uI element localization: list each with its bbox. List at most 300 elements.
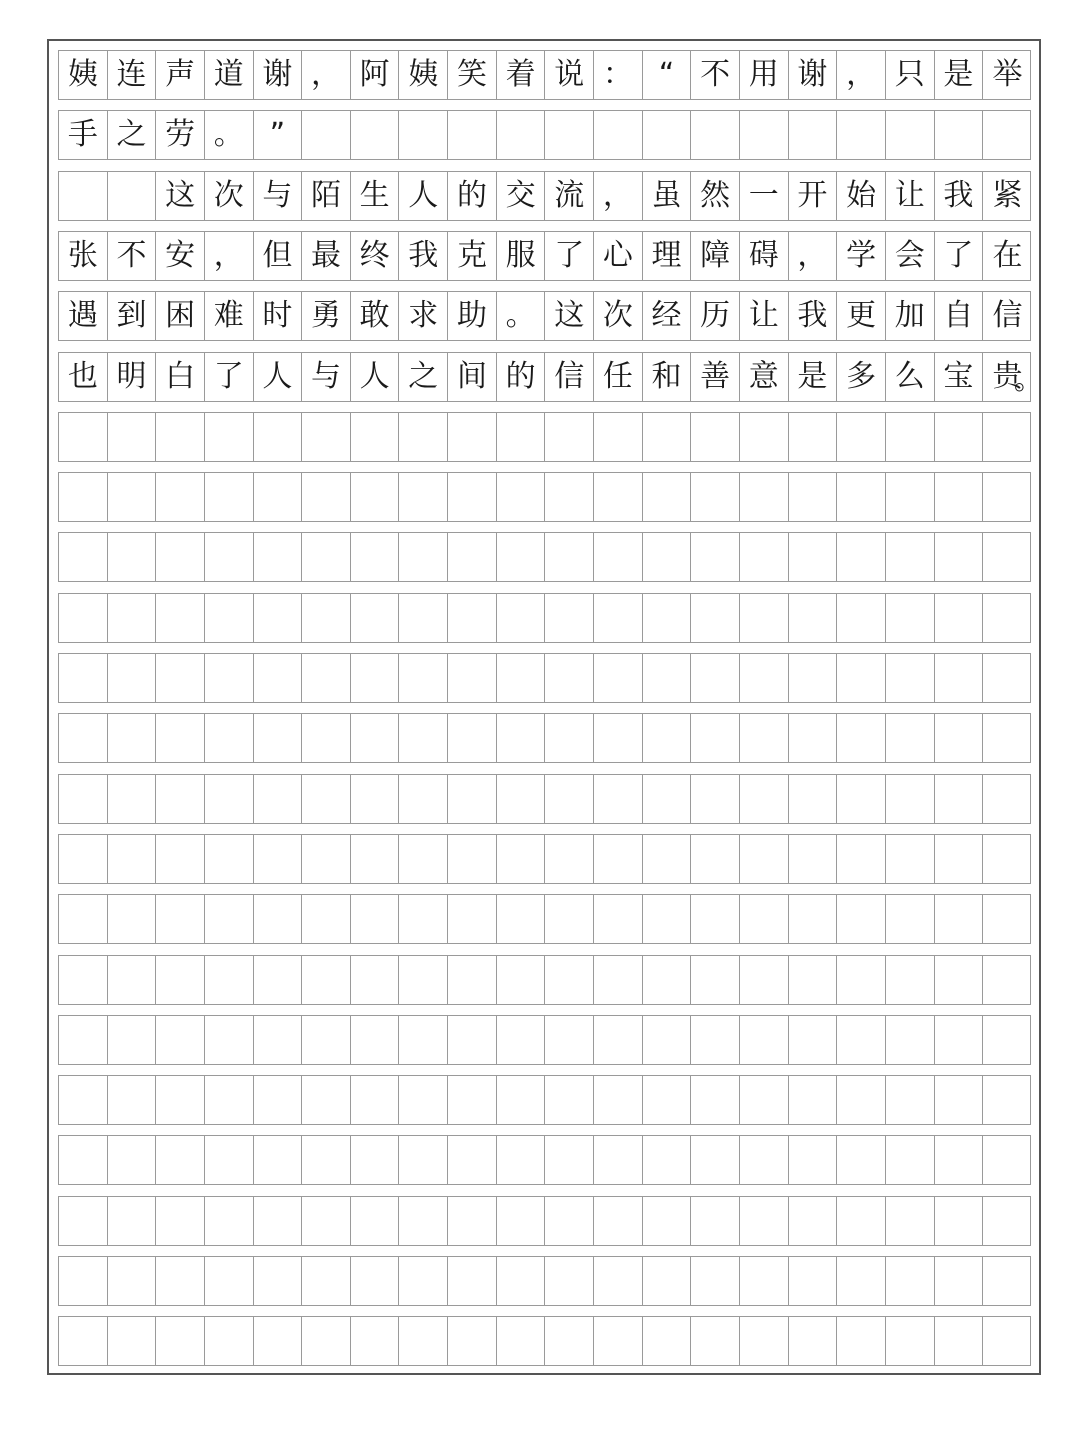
grid-cell [351, 111, 400, 159]
grid-row [58, 1075, 1031, 1125]
grid-cell [399, 1076, 448, 1124]
grid-row [58, 774, 1031, 824]
grid-cell [691, 956, 740, 1004]
grid-cell: 我 [399, 232, 448, 280]
grid-cell [108, 775, 157, 823]
grid-cell [545, 111, 594, 159]
grid-cell [108, 413, 157, 461]
grid-cell [448, 1016, 497, 1064]
grid-cell: 任 [594, 353, 643, 401]
grid-cell [886, 1136, 935, 1184]
grid-cell [983, 1136, 1032, 1184]
grid-cell: 阿 [351, 51, 400, 99]
grid-cell: 更 [837, 292, 886, 340]
grid-cell [886, 1076, 935, 1124]
grid-cell [205, 1016, 254, 1064]
grid-cell [886, 895, 935, 943]
grid-cell [594, 533, 643, 581]
grid-cell: 多 [837, 353, 886, 401]
grid-cell [935, 1136, 984, 1184]
grid-cell [205, 533, 254, 581]
grid-cell [594, 895, 643, 943]
grid-cell: 理 [643, 232, 692, 280]
grid-row [58, 1316, 1031, 1366]
grid-cell [497, 1136, 546, 1184]
grid-cell [594, 775, 643, 823]
grid-cell [302, 111, 351, 159]
grid-cell [59, 473, 108, 521]
grid-cell [886, 1257, 935, 1305]
grid-cell [935, 1317, 984, 1365]
grid-cell [399, 1257, 448, 1305]
grid-cell [302, 533, 351, 581]
grid-cell [740, 714, 789, 762]
grid-cell: 与 [254, 172, 303, 220]
grid-cell [254, 895, 303, 943]
grid-cell [545, 835, 594, 883]
grid-cell: 碍 [740, 232, 789, 280]
grid-cell [399, 594, 448, 642]
grid-cell [740, 956, 789, 1004]
grid-cell [789, 895, 838, 943]
grid-cell [108, 714, 157, 762]
grid-cell [983, 413, 1032, 461]
grid-cell [108, 594, 157, 642]
grid-cell [108, 172, 157, 220]
grid-cell [399, 654, 448, 702]
grid-cell [594, 654, 643, 702]
grid-cell: 与 [302, 353, 351, 401]
grid-cell [448, 473, 497, 521]
grid-cell [448, 594, 497, 642]
grid-row [58, 653, 1031, 703]
grid-cell [205, 594, 254, 642]
grid-cell [643, 835, 692, 883]
grid-row [58, 1256, 1031, 1306]
grid-cell [983, 654, 1032, 702]
grid-cell: 一 [740, 172, 789, 220]
grid-cell [254, 533, 303, 581]
grid-cell [740, 1016, 789, 1064]
grid-cell [497, 473, 546, 521]
grid-cell [156, 654, 205, 702]
grid-cell [545, 533, 594, 581]
grid-cell: 也 [59, 353, 108, 401]
grid-cell [205, 835, 254, 883]
grid-cell [594, 111, 643, 159]
grid-cell [302, 1197, 351, 1245]
grid-cell [740, 835, 789, 883]
grid-cell [983, 111, 1032, 159]
grid-cell: 劳 [156, 111, 205, 159]
grid-cell [448, 413, 497, 461]
grid-cell: 这 [156, 172, 205, 220]
grid-cell [59, 654, 108, 702]
grid-cell [740, 654, 789, 702]
grid-cell [886, 835, 935, 883]
grid-cell [740, 1317, 789, 1365]
grid-cell [886, 111, 935, 159]
grid-cell: 困 [156, 292, 205, 340]
grid-cell [156, 1016, 205, 1064]
grid-cell [351, 1317, 400, 1365]
grid-cell [302, 594, 351, 642]
grid-cell: 我 [789, 292, 838, 340]
grid-cell [351, 956, 400, 1004]
grid-cell [837, 1076, 886, 1124]
grid-cell [545, 714, 594, 762]
grid-cell [254, 1257, 303, 1305]
grid-cell [59, 1197, 108, 1245]
grid-cell [691, 473, 740, 521]
grid-cell [205, 714, 254, 762]
grid-row [58, 352, 1044, 402]
grid-cell [302, 1076, 351, 1124]
grid-cell [448, 714, 497, 762]
grid-cell: ： [594, 51, 643, 99]
grid-cell [983, 775, 1032, 823]
grid-cell: 谢 [789, 51, 838, 99]
grid-cell [302, 956, 351, 1004]
grid-cell [643, 533, 692, 581]
grid-cell [789, 1317, 838, 1365]
grid-cell [691, 654, 740, 702]
grid-cell [691, 714, 740, 762]
grid-cell: ， [789, 232, 838, 280]
grid-row [58, 231, 1031, 281]
grid-cell [351, 1076, 400, 1124]
grid-cell: 了 [205, 353, 254, 401]
grid-cell [935, 413, 984, 461]
grid-cell [448, 533, 497, 581]
grid-cell [740, 1197, 789, 1245]
grid-cell [448, 895, 497, 943]
grid-cell [983, 1257, 1032, 1305]
grid-cell [594, 835, 643, 883]
grid-cell [789, 1076, 838, 1124]
grid-cell [254, 835, 303, 883]
grid-cell [205, 473, 254, 521]
grid-cell [302, 473, 351, 521]
grid-cell [351, 413, 400, 461]
grid-cell: 谢 [254, 51, 303, 99]
grid-cell: 用 [740, 51, 789, 99]
grid-cell: 之 [399, 353, 448, 401]
grid-cell [351, 775, 400, 823]
grid-cell [108, 1317, 157, 1365]
grid-cell [643, 1197, 692, 1245]
grid-cell: 勇 [302, 292, 351, 340]
grid-cell [351, 835, 400, 883]
grid-cell [59, 533, 108, 581]
grid-cell [545, 654, 594, 702]
grid-cell [205, 895, 254, 943]
grid-cell [594, 594, 643, 642]
grid-cell [789, 956, 838, 1004]
grid-cell [935, 1076, 984, 1124]
grid-cell [59, 835, 108, 883]
grid-cell [691, 1257, 740, 1305]
grid-cell [254, 714, 303, 762]
grid-cell [399, 835, 448, 883]
grid-cell [59, 956, 108, 1004]
grid-cell [935, 1197, 984, 1245]
grid-cell [399, 895, 448, 943]
grid-cell: ， [837, 51, 886, 99]
grid-cell: 张 [59, 232, 108, 280]
grid-cell [740, 1076, 789, 1124]
grid-cell [156, 413, 205, 461]
grid-row [58, 291, 1031, 341]
grid-cell: 不 [691, 51, 740, 99]
grid-cell [156, 533, 205, 581]
grid-cell [254, 1317, 303, 1365]
grid-cell [643, 473, 692, 521]
grid-cell [691, 835, 740, 883]
grid-cell: 流 [545, 172, 594, 220]
grid-cell [108, 473, 157, 521]
grid-row [58, 412, 1031, 462]
grid-cell [59, 1136, 108, 1184]
grid-cell [643, 775, 692, 823]
grid-cell [108, 895, 157, 943]
grid-cell: 次 [205, 172, 254, 220]
grid-cell [935, 714, 984, 762]
grid-cell: 明 [108, 353, 157, 401]
grid-cell [399, 1317, 448, 1365]
grid-cell [789, 413, 838, 461]
grid-cell [983, 473, 1032, 521]
grid-cell: ， [205, 232, 254, 280]
grid-cell [59, 1317, 108, 1365]
grid-cell [983, 1197, 1032, 1245]
grid-cell [886, 654, 935, 702]
grid-cell [886, 473, 935, 521]
grid-cell: 但 [254, 232, 303, 280]
grid-cell [399, 775, 448, 823]
grid-cell: 经 [643, 292, 692, 340]
grid-cell [886, 775, 935, 823]
grid-cell [886, 413, 935, 461]
grid-cell [643, 1136, 692, 1184]
grid-cell [59, 1257, 108, 1305]
grid-row [58, 834, 1031, 884]
grid-cell [935, 1257, 984, 1305]
grid-cell [545, 1016, 594, 1064]
grid-cell: 陌 [302, 172, 351, 220]
grid-cell [691, 1076, 740, 1124]
grid-cell [545, 775, 594, 823]
grid-cell [691, 533, 740, 581]
grid-cell [254, 1136, 303, 1184]
grid-cell: 只 [886, 51, 935, 99]
grid-cell: 服 [497, 232, 546, 280]
grid-cell [691, 111, 740, 159]
grid-cell [448, 775, 497, 823]
grid-cell [837, 1257, 886, 1305]
grid-row [58, 1135, 1031, 1185]
grid-cell [497, 1257, 546, 1305]
grid-cell [545, 956, 594, 1004]
grid-cell: 人 [399, 172, 448, 220]
grid-cell [789, 835, 838, 883]
grid-cell [254, 1076, 303, 1124]
grid-cell: 是 [935, 51, 984, 99]
grid-cell [643, 1257, 692, 1305]
grid-cell [935, 895, 984, 943]
grid-row [58, 110, 1031, 160]
grid-cell: 时 [254, 292, 303, 340]
grid-cell [59, 413, 108, 461]
grid-cell [156, 1257, 205, 1305]
grid-cell [108, 1076, 157, 1124]
grid-cell [156, 714, 205, 762]
grid-cell [399, 1016, 448, 1064]
grid-cell [691, 775, 740, 823]
grid-cell [935, 1016, 984, 1064]
grid-cell [59, 775, 108, 823]
grid-cell [545, 895, 594, 943]
grid-cell: 人 [351, 353, 400, 401]
grid-cell [156, 1317, 205, 1365]
grid-cell: 之 [108, 111, 157, 159]
grid-cell [497, 654, 546, 702]
grid-cell [351, 533, 400, 581]
grid-cell [448, 1317, 497, 1365]
grid-cell [302, 775, 351, 823]
grid-cell: 。 [205, 111, 254, 159]
grid-cell [983, 895, 1032, 943]
grid-cell [448, 1257, 497, 1305]
grid-cell [497, 413, 546, 461]
grid-cell: 人 [254, 353, 303, 401]
grid-cell [497, 714, 546, 762]
grid-cell [886, 1016, 935, 1064]
grid-cell: 意 [740, 353, 789, 401]
grid-cell: 虽 [643, 172, 692, 220]
grid-cell [59, 172, 108, 220]
grid-cell [302, 835, 351, 883]
grid-cell [691, 594, 740, 642]
grid-cell [789, 473, 838, 521]
grid-cell [935, 111, 984, 159]
grid-cell [448, 1076, 497, 1124]
grid-cell [594, 1016, 643, 1064]
grid-cell [886, 956, 935, 1004]
grid-cell [545, 413, 594, 461]
grid-cell [351, 1136, 400, 1184]
grid-cell [886, 594, 935, 642]
grid-cell [740, 111, 789, 159]
grid-cell [740, 1136, 789, 1184]
grid-cell [399, 473, 448, 521]
grid-cell: 终 [351, 232, 400, 280]
grid-cell [351, 1197, 400, 1245]
grid-cell [108, 1016, 157, 1064]
grid-cell [399, 413, 448, 461]
grid-cell [399, 533, 448, 581]
grid-cell [351, 1016, 400, 1064]
grid-cell [643, 594, 692, 642]
grid-cell: 说 [545, 51, 594, 99]
grid-cell [691, 895, 740, 943]
grid-cell [837, 835, 886, 883]
grid-cell: 不 [108, 232, 157, 280]
grid-cell [789, 594, 838, 642]
grid-cell [108, 835, 157, 883]
grid-cell [205, 956, 254, 1004]
grid-cell: 么 [886, 353, 935, 401]
grid-row [58, 713, 1031, 763]
grid-cell [448, 111, 497, 159]
grid-cell: 连 [108, 51, 157, 99]
grid-cell [594, 1317, 643, 1365]
grid-cell [691, 1016, 740, 1064]
grid-cell [254, 956, 303, 1004]
grid-cell [935, 594, 984, 642]
grid-cell [156, 895, 205, 943]
grid-cell [594, 1197, 643, 1245]
grid-cell [837, 473, 886, 521]
grid-cell [399, 111, 448, 159]
grid-cell [351, 895, 400, 943]
grid-cell [59, 895, 108, 943]
grid-cell: 和 [643, 353, 692, 401]
grid-cell: ” [254, 111, 303, 159]
grid-cell [108, 1197, 157, 1245]
grid-cell [740, 533, 789, 581]
grid-cell: 加 [886, 292, 935, 340]
grid-cell: 心 [594, 232, 643, 280]
grid-cell: 安 [156, 232, 205, 280]
grid-cell: 历 [691, 292, 740, 340]
grid-cell: 始 [837, 172, 886, 220]
grid-cell: 生 [351, 172, 400, 220]
grid-cell: ， [302, 51, 351, 99]
grid-cell [399, 714, 448, 762]
grid-cell [691, 413, 740, 461]
grid-cell: 敢 [351, 292, 400, 340]
grid-cell: 善 [691, 353, 740, 401]
grid-cell: 的 [448, 172, 497, 220]
grid-cell [740, 1257, 789, 1305]
grid-cell [740, 413, 789, 461]
grid-cell [886, 533, 935, 581]
grid-cell [497, 594, 546, 642]
grid-cell [448, 1136, 497, 1184]
grid-cell [351, 1257, 400, 1305]
grid-cell: 着 [497, 51, 546, 99]
grid-cell [448, 1197, 497, 1245]
grid-cell [448, 956, 497, 1004]
grid-cell [789, 1136, 838, 1184]
grid-cell [691, 1197, 740, 1245]
grid-cell [108, 1136, 157, 1184]
grid-cell [983, 594, 1032, 642]
grid-row [58, 532, 1031, 582]
grid-cell [156, 594, 205, 642]
grid-cell [789, 111, 838, 159]
grid-cell: 是 [789, 353, 838, 401]
grid-cell: 次 [594, 292, 643, 340]
grid-cell [545, 473, 594, 521]
grid-cell [254, 775, 303, 823]
grid-cell: 然 [691, 172, 740, 220]
grid-cell [108, 956, 157, 1004]
grid-cell [497, 533, 546, 581]
grid-cell [545, 1076, 594, 1124]
grid-cell [789, 775, 838, 823]
